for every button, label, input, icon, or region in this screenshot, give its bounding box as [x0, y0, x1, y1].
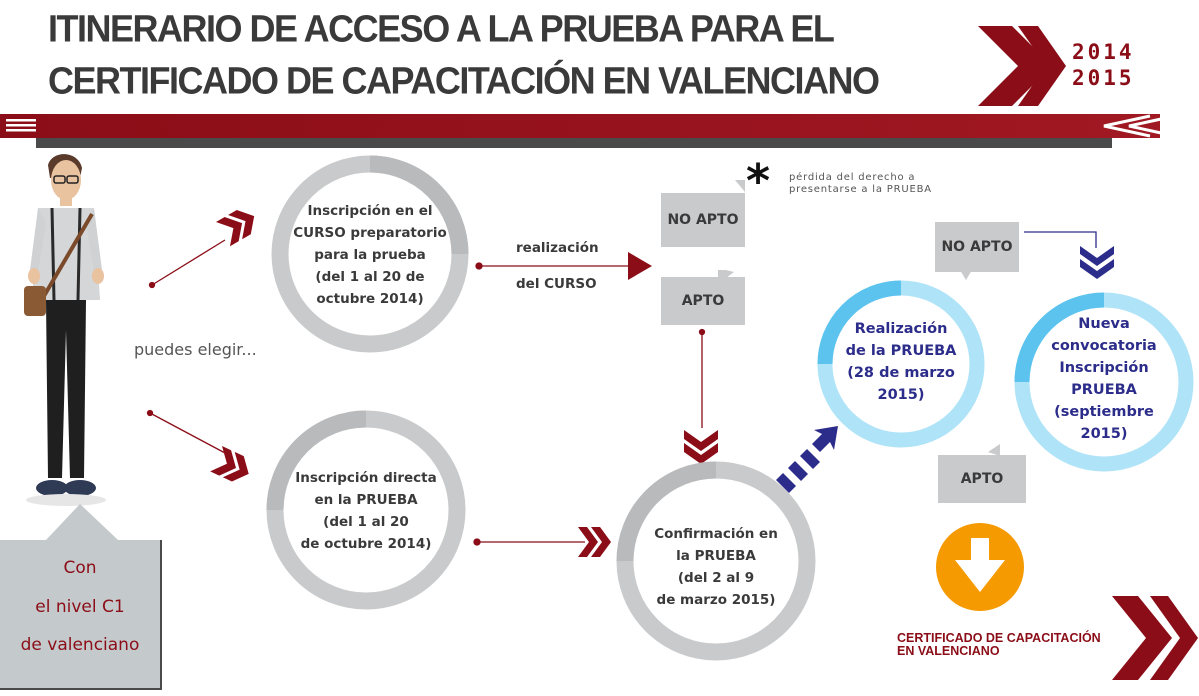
retry-connector [1024, 232, 1096, 248]
year-start: 2014 [1072, 40, 1135, 64]
course-arrow-label-top: realización [516, 240, 599, 256]
start-box-line1: Con [63, 558, 97, 578]
step-course-text: Inscripción en el CURSO preparatorio para la prueba (del 1 al 20 de octubre 2014) [293, 203, 447, 307]
exam-pass-box: APTO [938, 455, 1026, 503]
step-direct-text: Inscripción directa en la PRUEBA (del 1 al 20 de octubre 2014) [295, 470, 437, 552]
step-new-text: Nueva convocatoria Inscripción PRUEBA (septiembre 2015) [1051, 316, 1157, 442]
header-bar [0, 114, 1175, 148]
course-pass-box: APTO [661, 277, 745, 325]
start-pointer [46, 504, 118, 540]
chevron-icon-course [216, 204, 261, 246]
step-exam-text: Realización de la PRUEBA (28 de marzo 2015) [845, 321, 957, 403]
year-end: 2015 [1072, 66, 1135, 90]
final-certificate-label: CERTIFICADO DE CAPACITACIÓN EN VALENCIANO [897, 631, 1101, 658]
start-box [0, 540, 160, 688]
chevron-down-icon-new [1080, 246, 1114, 279]
asterisk-icon: * [746, 154, 771, 208]
step-confirm-text: Confirmación en la PRUEBA (del 2 al 9 de marzo 2015) [654, 526, 778, 608]
exam-fail-box: NO APTO [935, 222, 1019, 272]
course-arrow-label-bottom: del CURSO [516, 276, 597, 292]
start-box-line3: de valenciano [20, 635, 140, 655]
blue-arrow-icon [776, 426, 838, 493]
chevron-down-icon-confirm [684, 430, 718, 464]
start-box-line2: el nivel C1 [35, 597, 125, 617]
student-figure [24, 154, 106, 506]
course-arrow-head [628, 252, 652, 280]
page-title-line2: CERTIFICADO DE CAPACITACIÓN EN VALENCIANO [48, 58, 879, 102]
arrow-down-icon-certificate [936, 523, 1024, 611]
chevron-icon-direct [210, 446, 254, 487]
intro-label: puedes elegir... [134, 340, 257, 359]
course-fail-box: NO APTO [661, 193, 745, 247]
header-chevrons-icon [978, 26, 1066, 106]
final-chevrons-icon [1112, 596, 1198, 680]
note-text: pérdida del derecho a presentarse a la PRUEBA [789, 172, 932, 195]
page-title-line1: ITINERARIO DE ACCESO A LA PRUEBA PARA EL [48, 6, 834, 50]
